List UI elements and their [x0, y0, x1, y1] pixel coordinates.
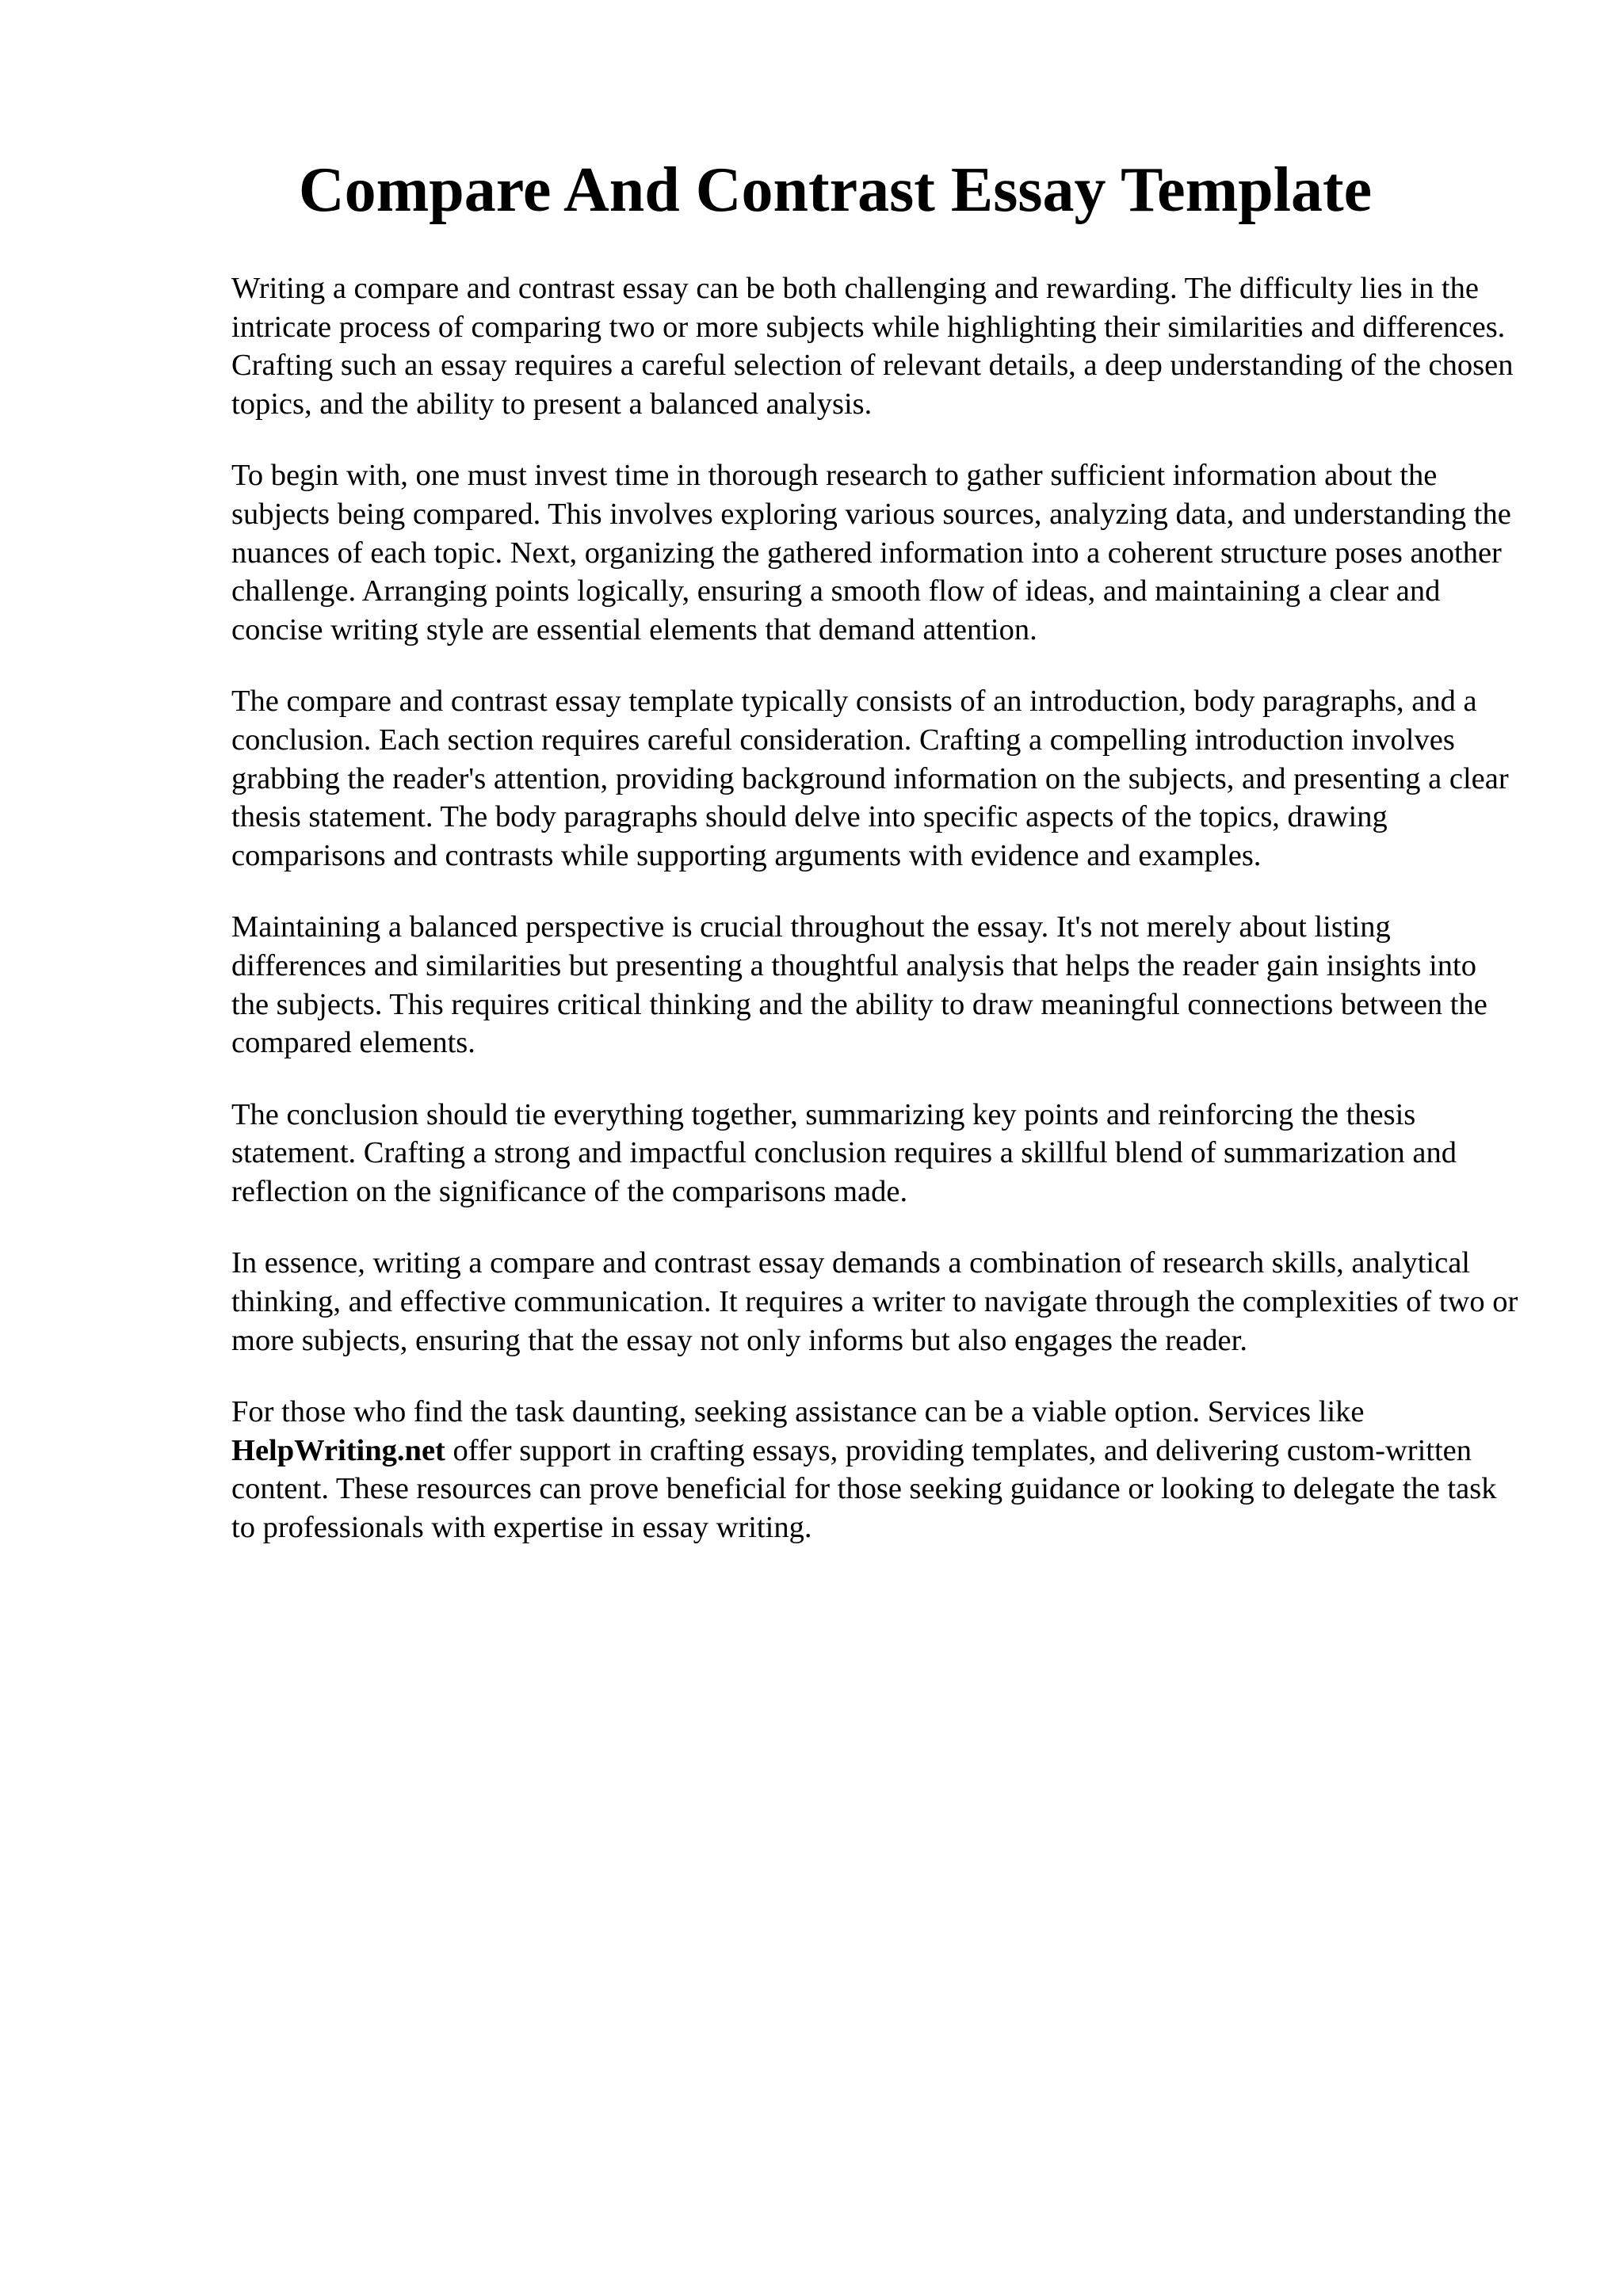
document-title: Compare And Contrast Essay Template: [298, 155, 1373, 225]
paragraph-7: [231, 1393, 1519, 1547]
paragraph-7-rest: offer support in crafting essays, providing templates, and delivering custom-written content. These resources can prove beneficial for those seeking guidance or looking to delegate the task to professionals with expertise in essay writing.: [231, 1433, 1497, 1545]
paragraph-4: Maintaining a balanced perspective is crucial throughout the essay. It's not merely about listing differences and similarities but presenting a thoughtful analysis that helps the reader gain insights into the subjects. This requires critical thinking and the ability to draw meaningful connections between the compared elements.: [231, 910, 1487, 1060]
paragraph-3: The compare and contrast essay template typically consists of an introduction, body paragraphs, and a conclusion. Each section requires careful consideration. Crafting a compelling introduction involves grabbing the reader's attention, providing background information on the subjects, and presenting a clear thesis statement. The body paragraphs should delve into specific aspects of the topics, drawing comparisons and contrasts while supporting arguments with evidence and examples.: [231, 685, 1509, 872]
paragraph-5: The conclusion should tie everything together, summarizing key points and reinforcing the thesis statement. Crafting a strong and impactful conclusion requires a skillful blend of summarization and reflection on the significance of the comparisons made.: [231, 1097, 1457, 1208]
paragraph-1: Writing a compare and contrast essay can be both challenging and rewarding. The difficulty lies in the intricate process of comparing two or more subjects while highlighting their similarities and differences. Crafting such an essay requires a careful selection of relevant details, a deep understanding of the chosen topics, and the ability to present a balanced analysis.: [231, 272, 1514, 421]
paragraph-7-intro: For those who find the task daunting, seeking assistance can be a viable option. Services like: [231, 1395, 1365, 1429]
paragraph-2: To begin with, one must invest time in thorough research to gather sufficient information about the subjects being compared. This involves exploring various sources, analyzing data, and understanding the nuances of each topic. Next, organizing the gathered information into a coherent structure poses another challenge. Arranging points logically, ensuring a smooth flow of ideas, and maintaining a clear and concise writing style are essential elements that demand attention.: [231, 459, 1511, 646]
document-body: [231, 269, 1519, 1581]
paragraph-6: In essence, writing a compare and contrast essay demands a combination of research skills, analytical thinking, and effective communication. It requires a writer to navigate through the complexities of two or more subjects, ensuring that the essay not only informs but also engages the reader.: [231, 1246, 1518, 1357]
helpwriting-brand: HelpWriting.net: [231, 1433, 445, 1467]
